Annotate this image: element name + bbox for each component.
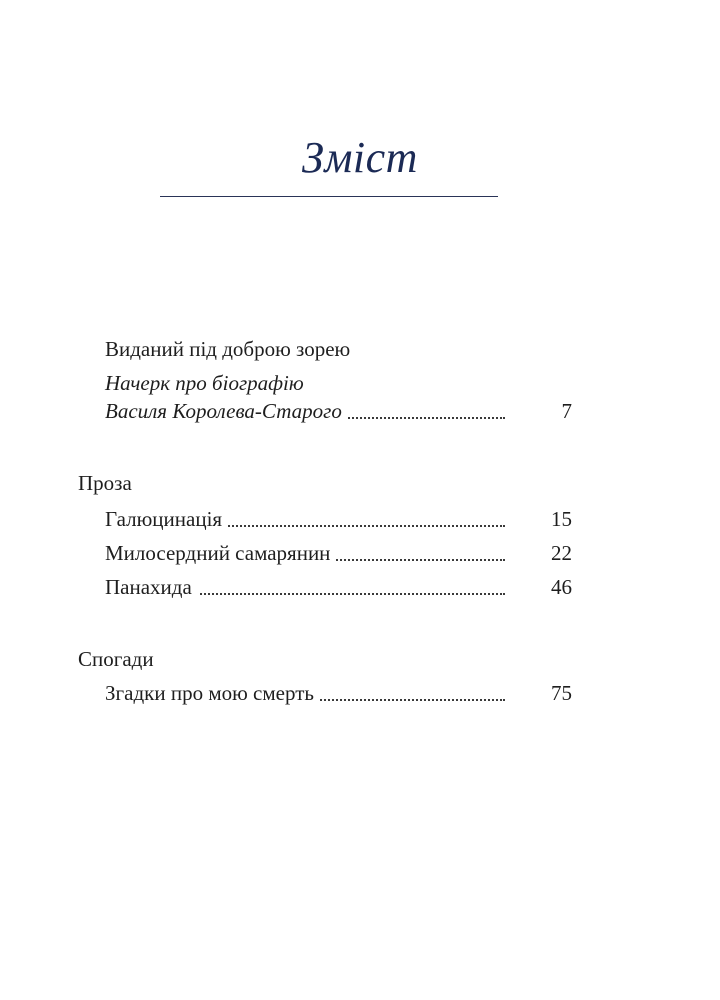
toc-entry-label: Галюцинація [105, 507, 228, 531]
toc-page-number: 15 [551, 507, 572, 531]
toc-page-number: 22 [551, 541, 572, 565]
toc-page-number: 75 [551, 681, 572, 705]
toc-entry[interactable] [105, 540, 505, 566]
toc-entry[interactable] [105, 506, 505, 532]
intro-heading: Виданий під доброю зорею [105, 337, 351, 361]
toc-entry-label: Милосердний самарянин [105, 541, 336, 565]
section-heading-spohady: Спогади [78, 647, 154, 671]
toc-entry[interactable] [105, 574, 505, 600]
intro-subtitle-line1: Начерк про біографію [105, 371, 304, 395]
section-heading-proza: Проза [78, 471, 132, 495]
toc-entry-label: Згадки про мою смерть [105, 681, 320, 705]
toc-page-number: 46 [551, 575, 572, 599]
toc-entry-label: Панахида [105, 575, 198, 599]
toc-entry[interactable] [105, 680, 505, 706]
title-underline [160, 196, 498, 197]
toc-entry-intro[interactable] [105, 398, 505, 424]
toc-page-number: 7 [561, 399, 572, 423]
page-title: Зміст [302, 133, 418, 182]
toc-entry-label: Василя Королева-Старого [105, 399, 348, 423]
